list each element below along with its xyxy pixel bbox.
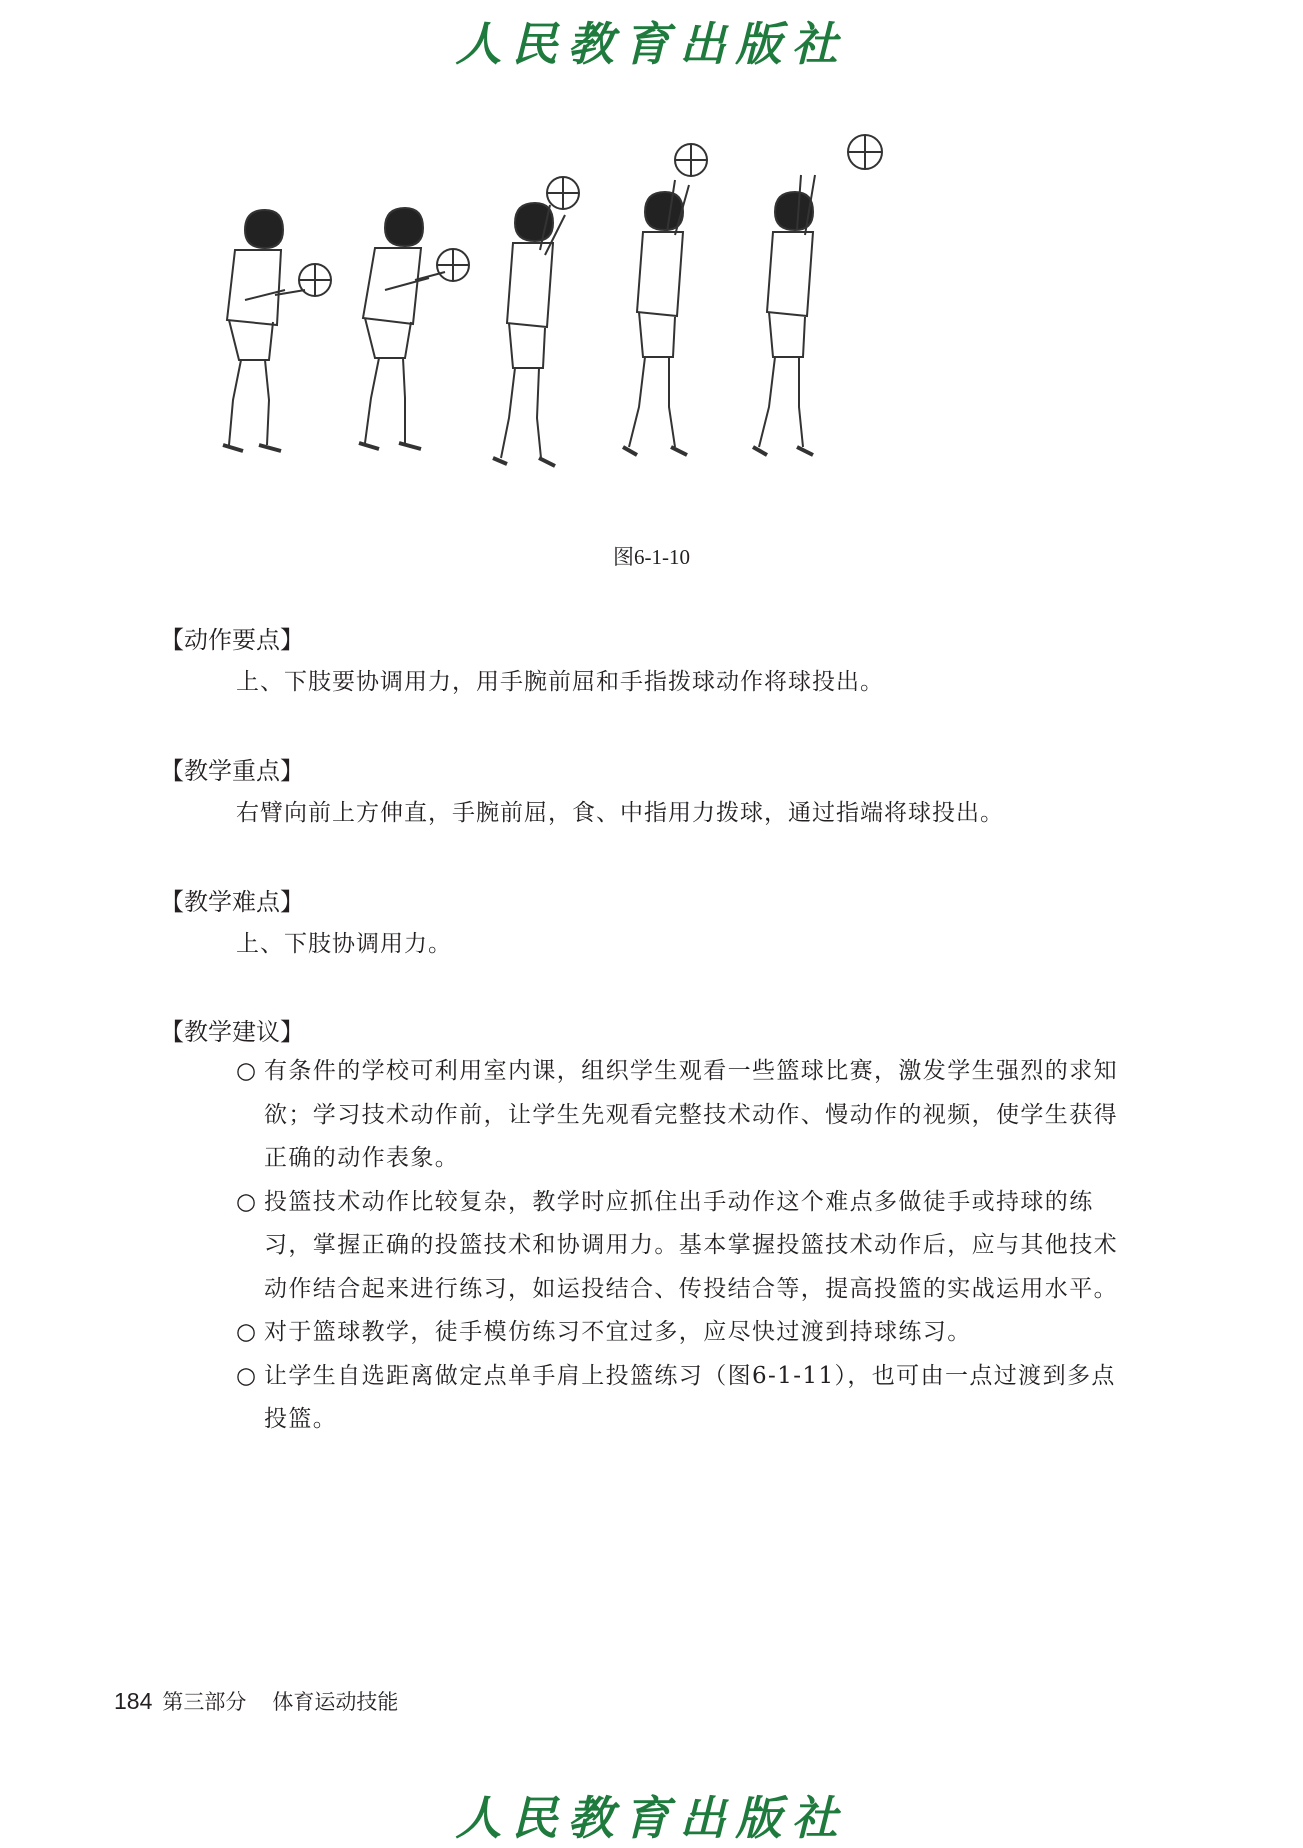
section-body: 右臂向前上方伸直，手腕前屈，食、中指用力拨球，通过指端将球投出。 [236,800,1004,826]
section-key-points [160,620,1160,704]
player-pose-3 [493,177,579,466]
suggestion-item: ○ 让学生自选距离做定点单手肩上投篮练习（图6-1-11），也可由一点过渡到多点投篮。 [236,1355,1136,1442]
circle-bullet-icon: ○ [236,1058,258,1084]
page-footer [114,1686,398,1716]
basketball-released [848,135,882,169]
section-body: 上、下肢要协调用力，用手腕前屈和手指拨球动作将球投出。 [236,669,884,695]
figure-caption: 图6-1-10 [613,545,690,569]
section-title: 【动作要点】 [160,626,304,654]
part-label: 第三部分 [162,1690,247,1714]
player-pose-5 [753,175,815,455]
section-teaching-suggestions [160,1012,1160,1052]
player-pose-2 [359,208,469,449]
section-title: 【教学重点】 [160,757,304,785]
player-pose-1 [223,210,331,451]
section-body: 上、下肢协调用力。 [236,931,452,957]
shooting-sequence-figure [205,130,1085,490]
section-teaching-difficulty [160,882,1160,966]
player-pose-4 [623,144,707,455]
publisher-logo-top: 人民教育出版社 [455,17,848,71]
publisher-logo-bottom: 人民教育出版社 [455,1791,848,1845]
suggestion-list [236,1050,1136,1442]
suggestion-item: ○ 投篮技术动作比较复杂，教学时应抓住出手动作这个难点多做徒手或持球的练习，掌握正确的投篮技术和协调用力。基本掌握投篮技术动作后，应与其他技术动作结合起来进行练习，如运投结合、传投结合等，提高投篮的实战运用水平。 [236,1181,1136,1312]
circle-bullet-icon: ○ [236,1188,258,1215]
section-title: 【教学建议】 [160,1018,304,1046]
circle-bullet-icon: ○ [236,1319,258,1345]
section-teaching-focus [160,751,1160,835]
section-title: 【教学难点】 [160,888,304,916]
suggestion-item: ○ 有条件的学校可利用室内课，组织学生观看一些篮球比赛，激发学生强烈的求知欲；学习技术动作前，让学生先观看完整技术动作、慢动作的视频，使学生获得正确的动作表象。 [236,1050,1136,1181]
chapter-label: 体育运动技能 [272,1690,399,1714]
suggestion-item: ○ 对于篮球教学，徒手模仿练习不宜过多，应尽快过渡到持球练习。 [236,1311,1136,1355]
page-number: 184 [114,1688,153,1714]
circle-bullet-icon: ○ [236,1362,258,1389]
